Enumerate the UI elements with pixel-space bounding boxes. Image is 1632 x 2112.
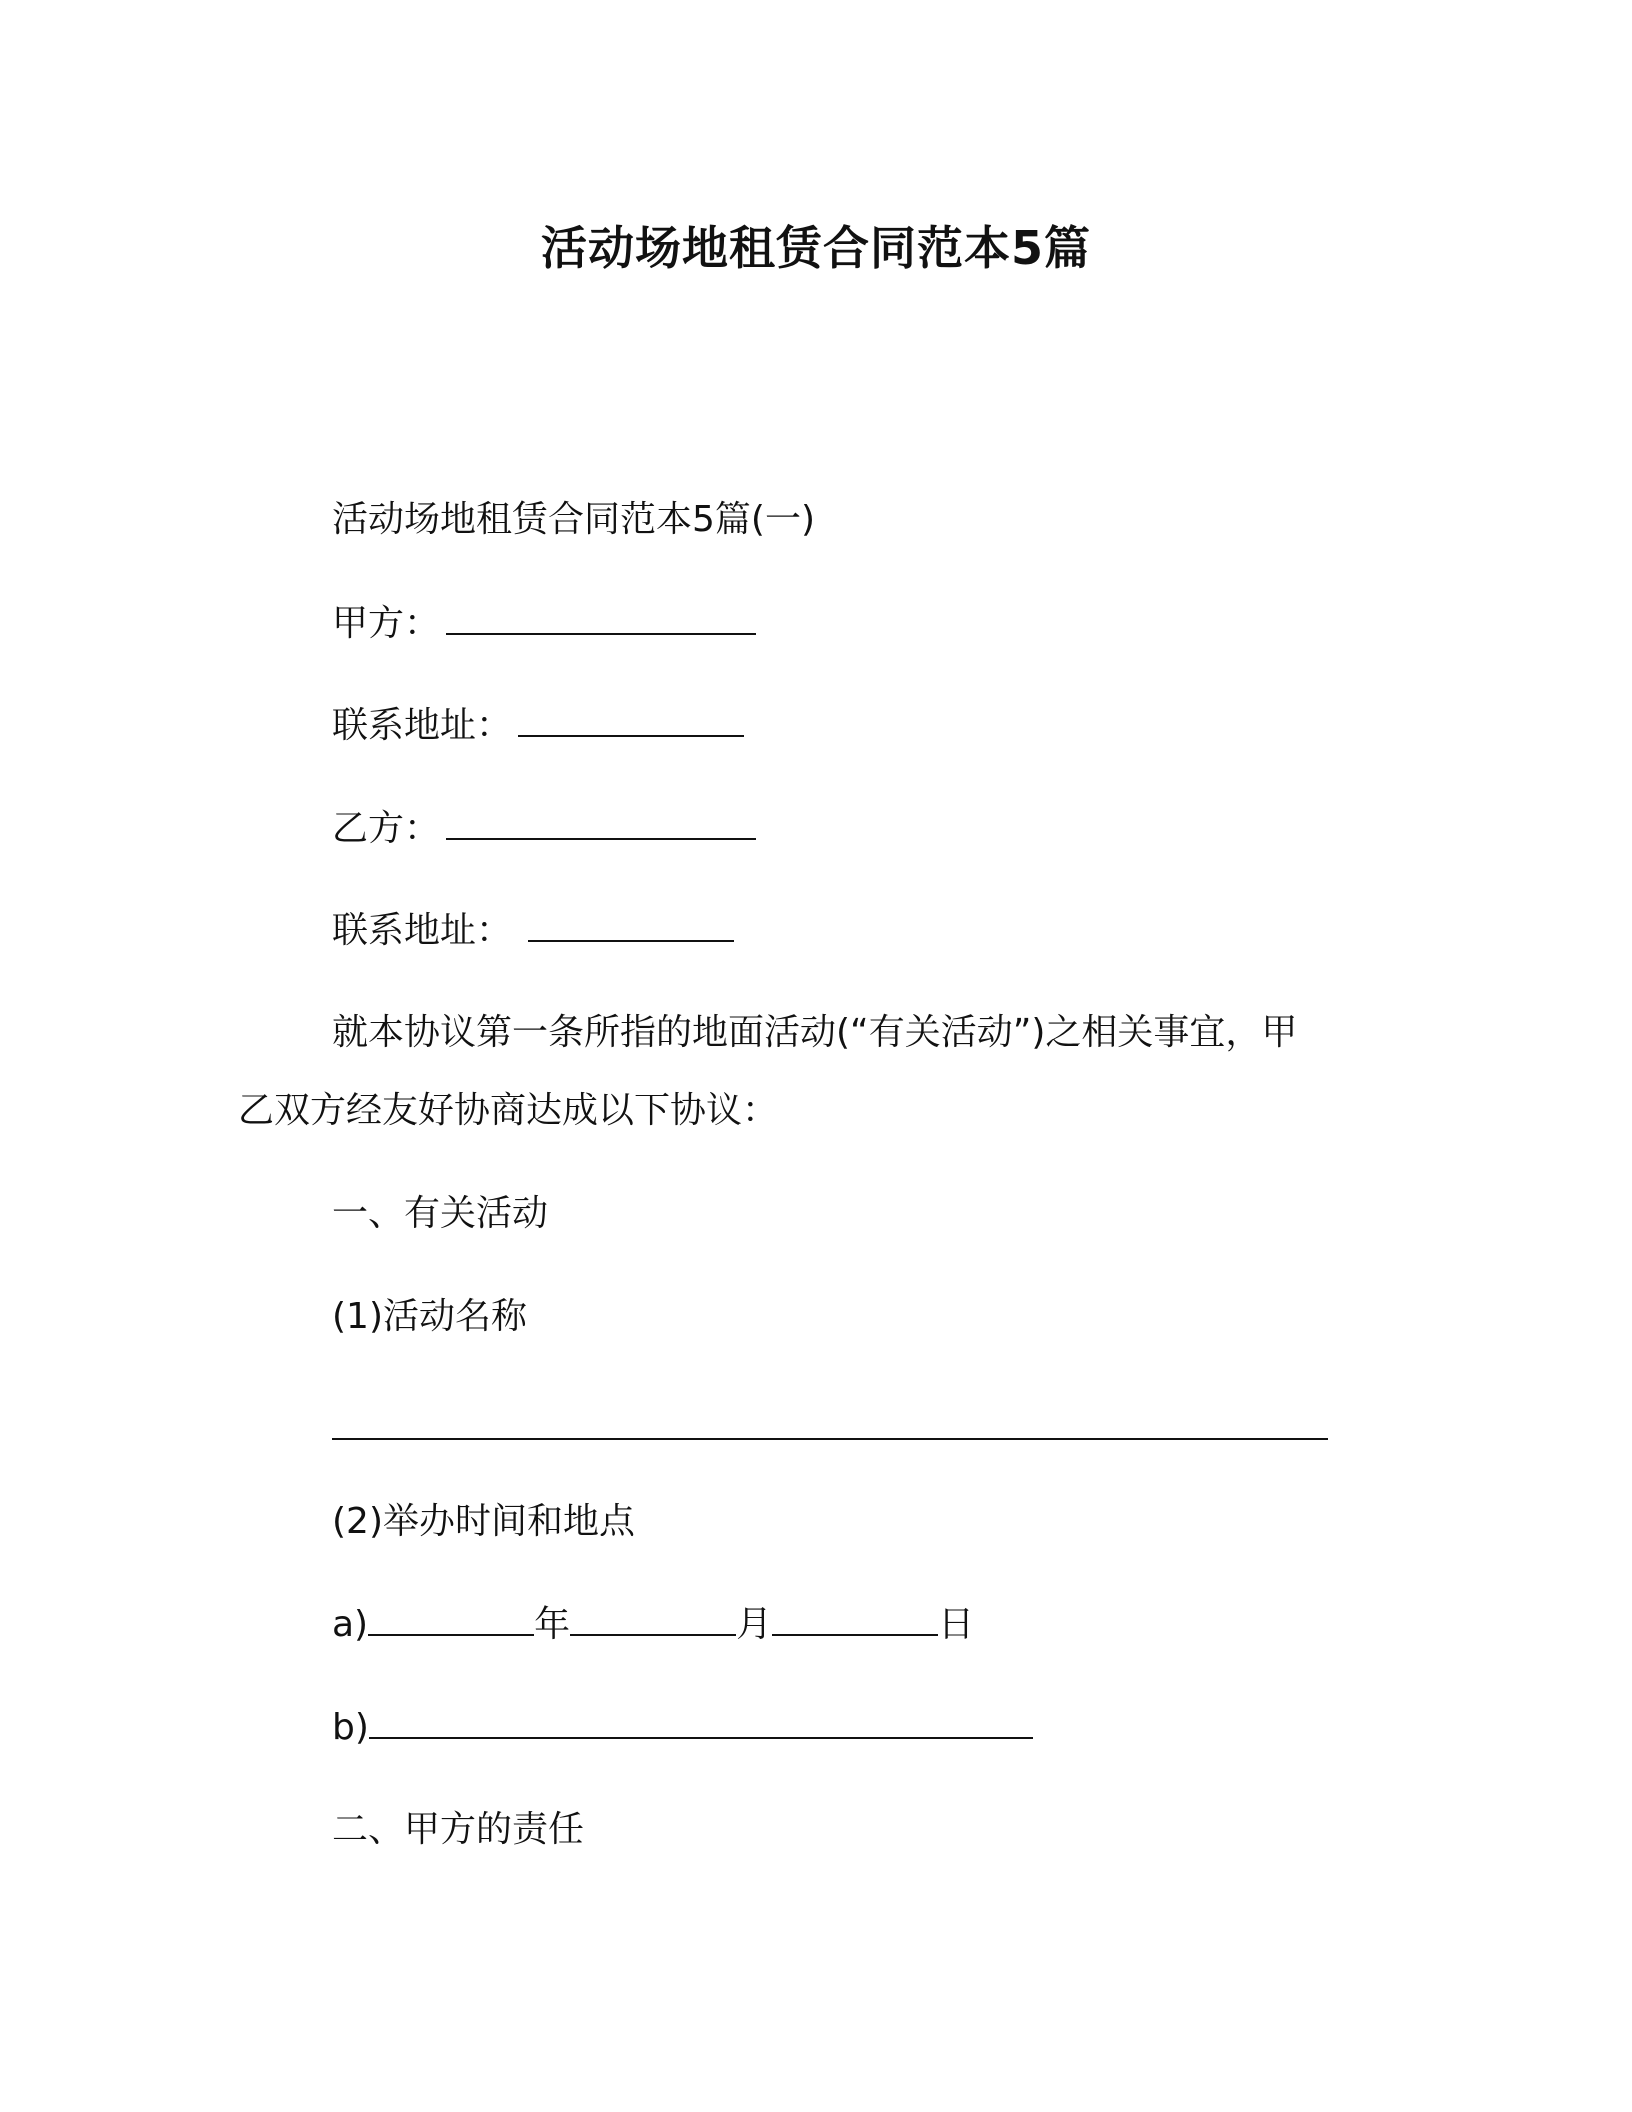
section-heading: 活动场地租赁合同范本5篇(一) — [332, 499, 815, 540]
address-line-1 — [332, 701, 744, 750]
item-1-activity-name: (1)活动名称 — [332, 1296, 527, 1337]
month-label: 月 — [736, 1604, 773, 1645]
year-blank — [368, 1600, 534, 1636]
place-blank — [369, 1703, 1033, 1739]
address-label-1: 联系地址： — [332, 705, 513, 746]
day-label: 日 — [938, 1604, 975, 1645]
party-a-line — [332, 599, 756, 648]
party-b-line — [332, 804, 756, 853]
party-b-label: 乙方： — [332, 808, 441, 849]
day-blank — [772, 1600, 938, 1636]
document-title: 活动场地租赁合同范本5篇 — [540, 221, 1091, 275]
activity-name-blank-line — [332, 1404, 1328, 1453]
party-b-blank — [446, 804, 756, 840]
address-line-2 — [332, 906, 734, 955]
activity-name-blank — [332, 1404, 1328, 1440]
address-blank-1 — [518, 701, 744, 737]
address-label-2: 联系地址： — [332, 910, 513, 951]
clause-1-heading: 一、有关活动 — [332, 1193, 549, 1234]
year-label: 年 — [534, 1604, 571, 1645]
place-line — [332, 1703, 1033, 1752]
clause-2-heading: 二、甲方的责任 — [332, 1809, 585, 1850]
date-line — [332, 1600, 974, 1649]
party-a-label: 甲方： — [332, 603, 441, 644]
intro-line-1: 就本协议第一条所指的地面活动(“有关活动”)之相关事宜，甲 — [332, 1012, 1298, 1053]
address-blank-2 — [528, 906, 734, 942]
intro-line-2: 乙双方经友好协商达成以下协议： — [238, 1090, 779, 1131]
place-prefix: b) — [332, 1707, 369, 1748]
month-blank — [570, 1600, 736, 1636]
item-2-time-place: (2)举办时间和地点 — [332, 1501, 635, 1542]
date-prefix: a) — [332, 1604, 369, 1645]
party-a-blank — [446, 599, 756, 635]
